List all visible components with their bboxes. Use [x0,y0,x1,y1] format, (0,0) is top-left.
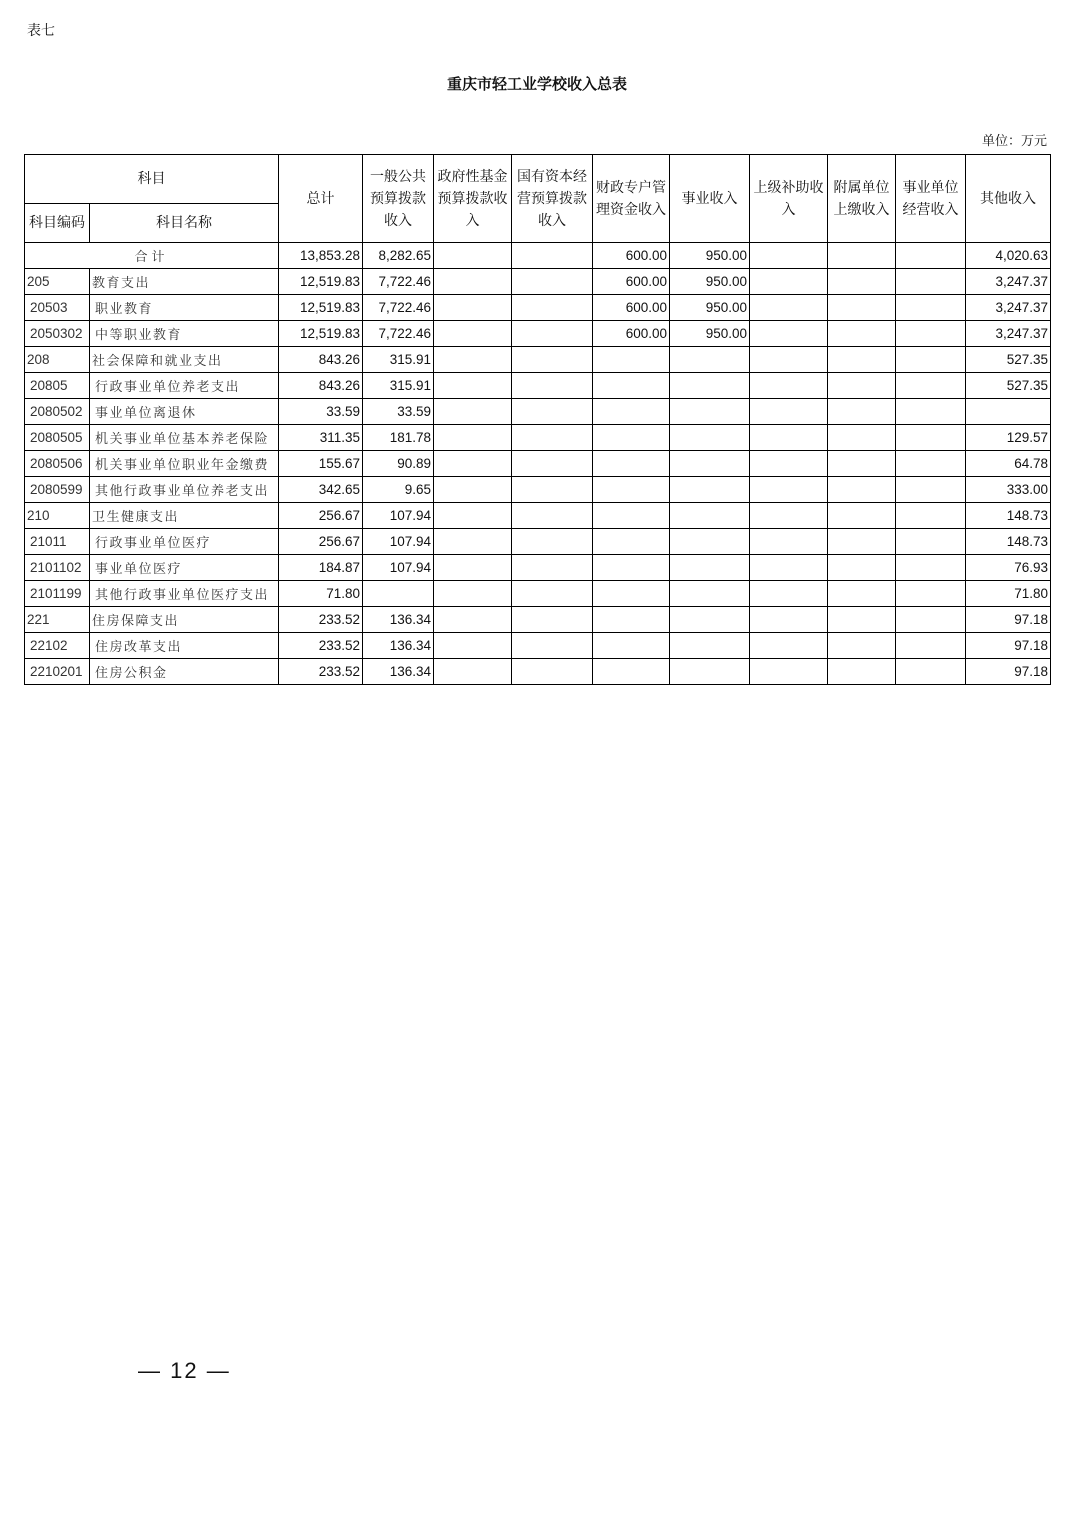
cell-other-income: 527.35 [966,347,1051,373]
table-row [25,321,1051,347]
cell-gov-fund [434,347,512,373]
cell-operating-income [896,477,966,503]
cell-other-income: 76.93 [966,555,1051,581]
cell-total: 233.52 [279,633,363,659]
cell-fiscal-special [593,477,670,503]
cell-superior-subsidy [750,529,828,555]
cell-subject-name: 卫生健康支出 [90,503,279,529]
cell-subject-code: 2101199 [25,581,90,607]
cell-gov-fund [434,607,512,633]
cell-affiliated-units [828,503,896,529]
cell-gov-fund [434,243,512,269]
header-state-capital: 国有资本经营预算拨款收入 [512,155,593,243]
cell-operating-income [896,659,966,685]
cell-business-income [670,399,750,425]
cell-subject-code: 208 [25,347,90,373]
cell-other-income: 71.80 [966,581,1051,607]
header-subject-name: 科目名称 [90,204,279,243]
header-total: 总计 [279,155,363,243]
cell-affiliated-units [828,373,896,399]
cell-state-capital [512,347,593,373]
cell-business-income [670,477,750,503]
header-business-income: 事业收入 [670,155,750,243]
cell-affiliated-units [828,295,896,321]
cell-total: 12,519.83 [279,295,363,321]
cell-gov-fund [434,659,512,685]
table-row [25,399,1051,425]
cell-other-income: 333.00 [966,477,1051,503]
cell-subject-code: 21011 [25,529,90,555]
cell-affiliated-units [828,321,896,347]
cell-total: 12,519.83 [279,269,363,295]
cell-superior-subsidy [750,321,828,347]
cell-state-capital [512,659,593,685]
cell-business-income [670,425,750,451]
cell-fiscal-special: 600.00 [593,295,670,321]
cell-affiliated-units [828,555,896,581]
cell-total: 13,853.28 [279,243,363,269]
cell-subject-name: 职业教育 [90,295,279,321]
cell-subject-code: 2080506 [25,451,90,477]
cell-state-capital [512,477,593,503]
cell-operating-income [896,347,966,373]
cell-operating-income [896,243,966,269]
cell-operating-income [896,581,966,607]
cell-business-income [670,503,750,529]
cell-subject-name: 机关事业单位基本养老保险 [90,425,279,451]
cell-total: 256.67 [279,503,363,529]
cell-subject-code: 2101102 [25,555,90,581]
cell-subject-code: 205 [25,269,90,295]
table-row [25,581,1051,607]
cell-superior-subsidy [750,477,828,503]
cell-other-income: 4,020.63 [966,243,1051,269]
total-label: 合计 [25,243,279,269]
cell-state-capital [512,529,593,555]
cell-gov-fund [434,503,512,529]
cell-fiscal-special [593,607,670,633]
table-row [25,529,1051,555]
cell-superior-subsidy [750,347,828,373]
cell-other-income: 129.57 [966,425,1051,451]
cell-general: 7,722.46 [363,269,434,295]
cell-affiliated-units [828,243,896,269]
cell-subject-name: 机关事业单位职业年金缴费 [90,451,279,477]
cell-fiscal-special [593,503,670,529]
cell-superior-subsidy [750,295,828,321]
unit-label: 单位：万元 [981,134,1047,149]
table-row [25,295,1051,321]
table-row [25,477,1051,503]
cell-affiliated-units [828,659,896,685]
cell-superior-subsidy [750,399,828,425]
cell-gov-fund [434,633,512,659]
cell-total: 233.52 [279,607,363,633]
cell-state-capital [512,269,593,295]
cell-general: 7,722.46 [363,321,434,347]
cell-operating-income [896,269,966,295]
cell-general [363,581,434,607]
cell-gov-fund [434,555,512,581]
cell-fiscal-special [593,555,670,581]
cell-fiscal-special [593,373,670,399]
cell-general: 315.91 [363,347,434,373]
cell-state-capital [512,633,593,659]
header-operating-income: 事业单位经营收入 [896,155,966,243]
cell-operating-income [896,633,966,659]
cell-state-capital [512,321,593,347]
cell-subject-code: 20805 [25,373,90,399]
cell-operating-income [896,607,966,633]
cell-fiscal-special [593,451,670,477]
header-government-fund: 政府性基金预算拨款收入 [434,155,512,243]
cell-subject-name: 住房改革支出 [90,633,279,659]
cell-business-income [670,347,750,373]
cell-superior-subsidy [750,503,828,529]
cell-total: 342.65 [279,477,363,503]
cell-business-income [670,373,750,399]
cell-subject-name: 教育支出 [90,269,279,295]
cell-business-income [670,659,750,685]
cell-operating-income [896,295,966,321]
cell-general: 136.34 [363,607,434,633]
header-other-income: 其他收入 [966,155,1051,243]
cell-operating-income [896,529,966,555]
cell-general: 136.34 [363,659,434,685]
cell-fiscal-special [593,581,670,607]
cell-other-income [966,399,1051,425]
cell-subject-code: 20503 [25,295,90,321]
cell-affiliated-units [828,425,896,451]
cell-state-capital [512,399,593,425]
cell-total: 843.26 [279,347,363,373]
cell-superior-subsidy [750,555,828,581]
table-row [25,659,1051,685]
cell-operating-income [896,399,966,425]
cell-subject-name: 其他行政事业单位养老支出 [90,477,279,503]
cell-total: 12,519.83 [279,321,363,347]
cell-general: 107.94 [363,555,434,581]
cell-superior-subsidy [750,425,828,451]
cell-fiscal-special: 600.00 [593,321,670,347]
cell-general: 9.65 [363,477,434,503]
cell-business-income [670,607,750,633]
cell-superior-subsidy [750,373,828,399]
header-superior-subsidy: 上级补助收入 [750,155,828,243]
cell-other-income: 3,247.37 [966,321,1051,347]
cell-total: 71.80 [279,581,363,607]
cell-affiliated-units [828,451,896,477]
cell-subject-code: 22102 [25,633,90,659]
income-summary-table [24,154,1051,685]
cell-fiscal-special [593,529,670,555]
header-affiliated-units: 附属单位上缴收入 [828,155,896,243]
cell-superior-subsidy [750,451,828,477]
cell-state-capital [512,555,593,581]
cell-other-income: 64.78 [966,451,1051,477]
cell-subject-code: 210 [25,503,90,529]
cell-fiscal-special: 600.00 [593,269,670,295]
cell-state-capital [512,581,593,607]
cell-subject-name: 行政事业单位养老支出 [90,373,279,399]
cell-subject-name: 其他行政事业单位医疗支出 [90,581,279,607]
cell-subject-code: 2080599 [25,477,90,503]
cell-gov-fund [434,451,512,477]
cell-operating-income [896,373,966,399]
table-row [25,555,1051,581]
table-row [25,269,1051,295]
cell-other-income: 97.18 [966,633,1051,659]
cell-subject-code: 2080505 [25,425,90,451]
cell-other-income: 527.35 [966,373,1051,399]
table-row [25,607,1051,633]
cell-general: 181.78 [363,425,434,451]
cell-total: 311.35 [279,425,363,451]
cell-business-income: 950.00 [670,243,750,269]
cell-general: 107.94 [363,529,434,555]
cell-subject-code: 2050302 [25,321,90,347]
cell-fiscal-special [593,659,670,685]
cell-affiliated-units [828,347,896,373]
cell-subject-code: 2080502 [25,399,90,425]
table-row [25,503,1051,529]
header-subject-code: 科目编码 [25,204,90,243]
cell-general: 8,282.65 [363,243,434,269]
cell-fiscal-special: 600.00 [593,243,670,269]
cell-superior-subsidy [750,269,828,295]
cell-state-capital [512,451,593,477]
cell-fiscal-special [593,425,670,451]
cell-fiscal-special [593,399,670,425]
cell-affiliated-units [828,581,896,607]
cell-state-capital [512,373,593,399]
cell-gov-fund [434,529,512,555]
cell-general: 315.91 [363,373,434,399]
cell-total: 33.59 [279,399,363,425]
cell-other-income: 148.73 [966,529,1051,555]
cell-total: 184.87 [279,555,363,581]
cell-subject-code: 221 [25,607,90,633]
cell-superior-subsidy [750,659,828,685]
cell-operating-income [896,321,966,347]
cell-other-income: 148.73 [966,503,1051,529]
cell-other-income: 97.18 [966,659,1051,685]
cell-superior-subsidy [750,607,828,633]
cell-subject-name: 住房公积金 [90,659,279,685]
cell-superior-subsidy [750,633,828,659]
cell-affiliated-units [828,399,896,425]
cell-subject-name: 事业单位离退休 [90,399,279,425]
cell-gov-fund [434,425,512,451]
cell-total: 256.67 [279,529,363,555]
cell-business-income: 950.00 [670,269,750,295]
page-number: — 12 — [138,1358,231,1383]
cell-business-income [670,529,750,555]
cell-operating-income [896,503,966,529]
cell-general: 33.59 [363,399,434,425]
cell-other-income: 3,247.37 [966,295,1051,321]
cell-total: 155.67 [279,451,363,477]
table-row [25,633,1051,659]
cell-business-income [670,451,750,477]
cell-superior-subsidy [750,581,828,607]
cell-operating-income [896,451,966,477]
cell-business-income [670,633,750,659]
cell-general: 7,722.46 [363,295,434,321]
cell-operating-income [896,425,966,451]
cell-gov-fund [434,295,512,321]
cell-subject-name: 事业单位医疗 [90,555,279,581]
table-body [25,243,1051,685]
cell-general: 136.34 [363,633,434,659]
cell-gov-fund [434,269,512,295]
cell-affiliated-units [828,269,896,295]
cell-affiliated-units [828,633,896,659]
cell-state-capital [512,503,593,529]
cell-subject-name: 社会保障和就业支出 [90,347,279,373]
cell-business-income: 950.00 [670,321,750,347]
cell-fiscal-special [593,347,670,373]
header-general-public-budget: 一般公共预算拨款收入 [363,155,434,243]
cell-gov-fund [434,321,512,347]
cell-fiscal-special [593,633,670,659]
cell-general: 90.89 [363,451,434,477]
cell-state-capital [512,295,593,321]
header-subject: 科目 [25,155,279,204]
cell-gov-fund [434,373,512,399]
table-row [25,347,1051,373]
cell-operating-income [896,555,966,581]
cell-affiliated-units [828,529,896,555]
cell-state-capital [512,607,593,633]
cell-other-income: 3,247.37 [966,269,1051,295]
cell-subject-name: 住房保障支出 [90,607,279,633]
document-title: 重庆市轻工业学校收入总表 [446,75,627,93]
cell-state-capital [512,425,593,451]
cell-gov-fund [434,581,512,607]
table-row [25,373,1051,399]
cell-subject-name: 行政事业单位医疗 [90,529,279,555]
cell-total: 843.26 [279,373,363,399]
cell-business-income: 950.00 [670,295,750,321]
cell-superior-subsidy [750,243,828,269]
cell-other-income: 97.18 [966,607,1051,633]
cell-subject-name: 中等职业教育 [90,321,279,347]
table-row [25,425,1051,451]
cell-affiliated-units [828,607,896,633]
table-header [25,155,1051,243]
table-label: 表七 [27,23,55,39]
total-row [25,243,1051,269]
cell-gov-fund [434,477,512,503]
cell-affiliated-units [828,477,896,503]
cell-business-income [670,555,750,581]
cell-gov-fund [434,399,512,425]
cell-state-capital [512,243,593,269]
cell-business-income [670,581,750,607]
table-row [25,451,1051,477]
cell-subject-code: 2210201 [25,659,90,685]
cell-total: 233.52 [279,659,363,685]
cell-general: 107.94 [363,503,434,529]
header-fiscal-special: 财政专户管理资金收入 [593,155,670,243]
